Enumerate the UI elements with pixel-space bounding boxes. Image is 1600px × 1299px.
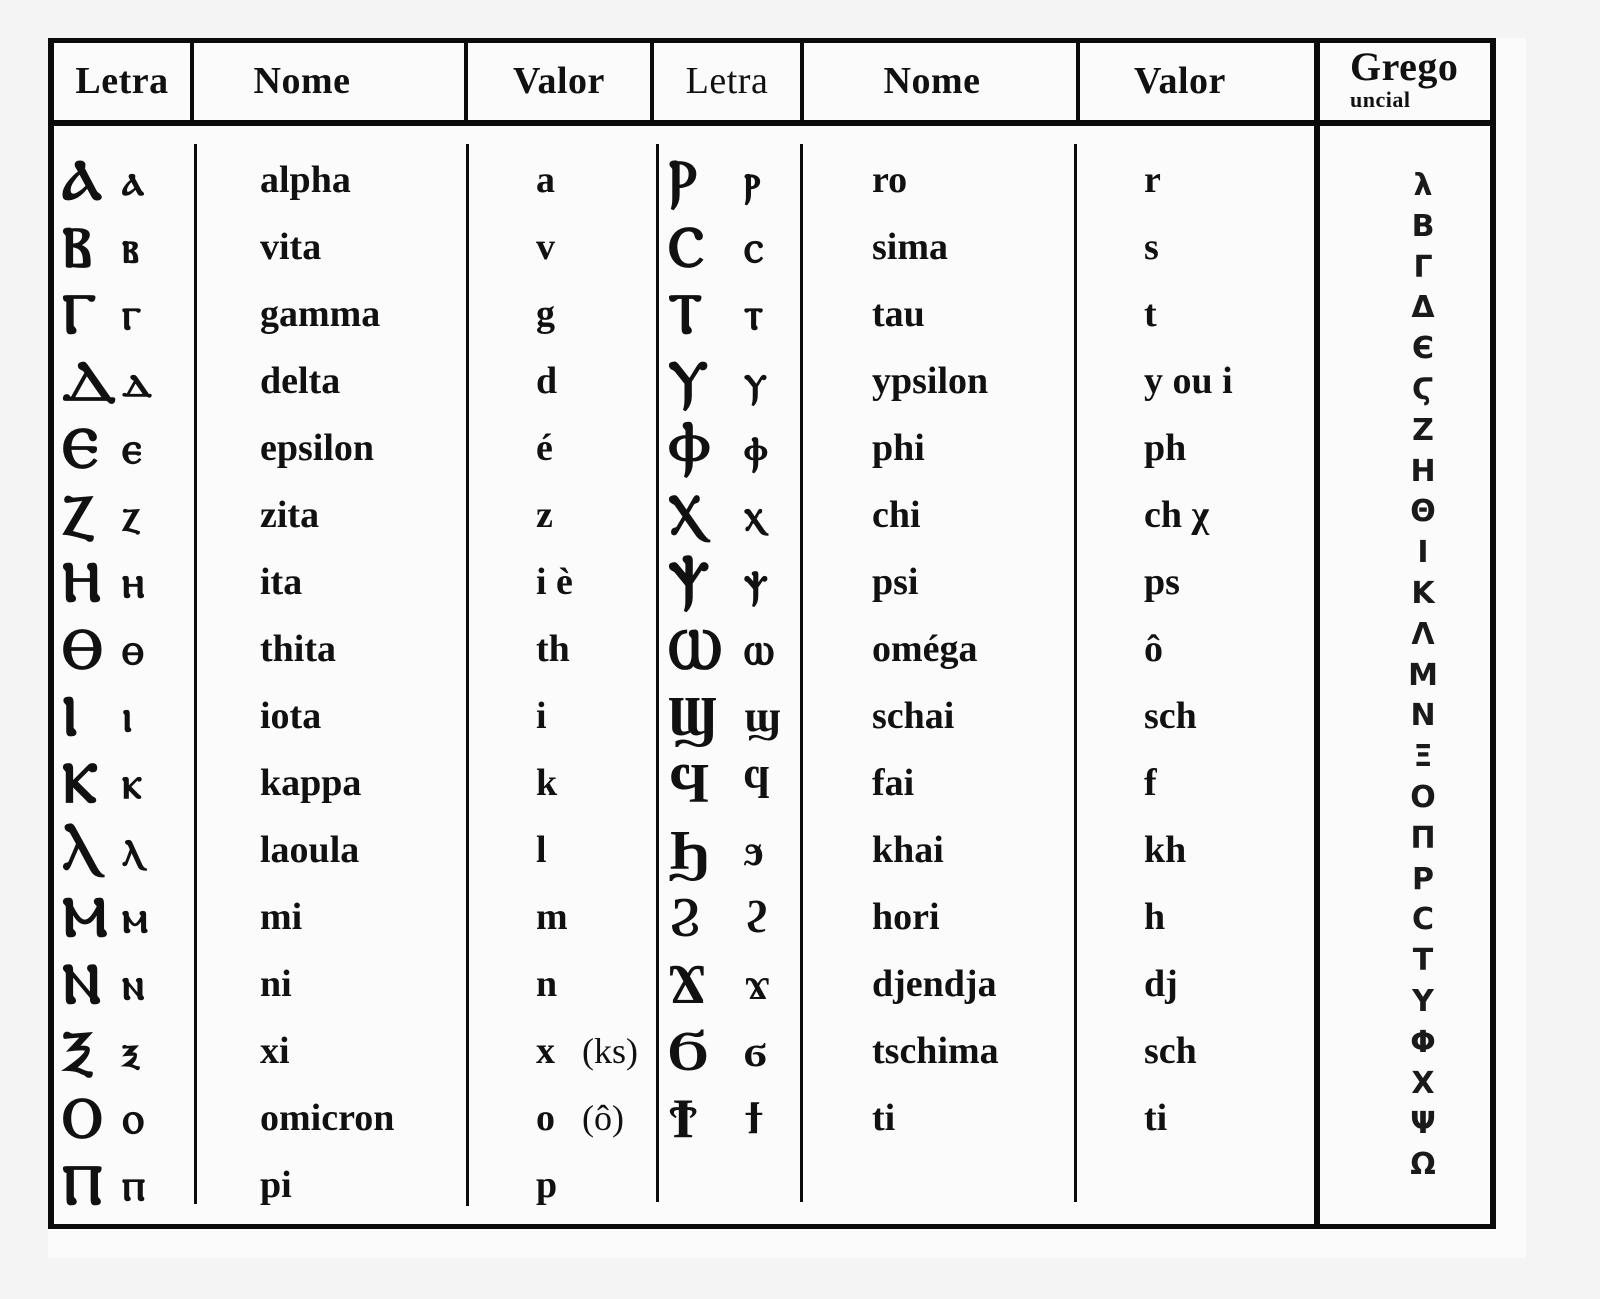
letter-uppercase: Ⲃ — [62, 213, 92, 280]
uncial-letter: Υ — [1412, 983, 1434, 1019]
letter-value: p — [536, 1164, 558, 1206]
letter-value: l — [536, 829, 547, 871]
letter-uppercase: Ⲥ — [668, 213, 705, 280]
letter-value: i — [536, 695, 547, 737]
letter-uppercase: Ⲡ — [62, 1151, 103, 1218]
letter-name: thita — [260, 628, 336, 670]
letter-value: ch χ — [1144, 494, 1210, 536]
table-row — [48, 816, 1318, 884]
letter-lowercase: ϫ — [744, 958, 771, 1010]
greek-uncial-column — [1320, 166, 1526, 1186]
letter-name: hori — [872, 896, 940, 938]
letter-lowercase: ⲗ — [122, 824, 143, 876]
letter-value: f — [1144, 762, 1157, 804]
header-letra-left: Letra — [75, 60, 169, 102]
table-row — [48, 213, 1318, 281]
letter-lowercase: ⲓ — [122, 690, 133, 742]
letter-uppercase: Ⲫ — [668, 414, 711, 481]
letter-uppercase: Ⲩ — [668, 347, 709, 414]
letter-name: oméga — [872, 628, 978, 670]
letter-lowercase: ϥ — [744, 757, 770, 809]
letter-name: ni — [260, 963, 292, 1005]
letter-name: laoula — [260, 829, 360, 871]
letter-name: ita — [260, 561, 303, 603]
letter-lowercase: ϯ — [744, 1092, 764, 1144]
letter-name: schai — [872, 695, 955, 737]
uncial-letter: Μ — [1408, 657, 1438, 693]
coptic-alphabet-table — [48, 38, 1526, 1258]
table-row — [48, 414, 1318, 482]
letter-name: fai — [872, 762, 915, 804]
letter-lowercase: ⲣ — [744, 154, 761, 206]
uncial-letter: Β — [1411, 208, 1435, 244]
letter-lowercase: ⲫ — [744, 422, 768, 474]
table-row — [48, 1017, 1318, 1085]
table-row — [48, 749, 1318, 817]
letter-uppercase: Ⲙ — [62, 883, 108, 950]
letter-uppercase: Ⲇ — [62, 347, 117, 414]
letter-uppercase: Ϯ — [668, 1085, 699, 1151]
letter-uppercase: Ϭ — [668, 1018, 709, 1084]
letter-lowercase: ⲱ — [744, 623, 774, 675]
uncial-letter: Τ — [1412, 943, 1434, 979]
letter-value: x — [536, 1030, 555, 1072]
letter-lowercase: ⲩ — [744, 355, 767, 407]
letter-lowercase: ⲏ — [122, 556, 145, 608]
letter-lowercase: ϭ — [744, 1025, 767, 1077]
letter-name: ro — [872, 159, 908, 201]
letter-lowercase: ⲡ — [122, 1159, 146, 1211]
header-grego: Grego — [1350, 44, 1459, 89]
uncial-letter: Θ — [1410, 494, 1436, 530]
letter-name: delta — [260, 360, 341, 402]
letter-value: ti — [1144, 1097, 1168, 1139]
header-nome-left: Nome — [253, 60, 351, 102]
letter-lowercase: ⲍ — [122, 489, 140, 541]
table-row — [48, 347, 1318, 415]
letter-name: sima — [872, 226, 948, 268]
letter-value: d — [536, 360, 558, 402]
letter-uppercase: Ϫ — [668, 951, 707, 1017]
letter-uppercase: Ⲕ — [62, 749, 98, 816]
uncial-letter: Ζ — [1412, 412, 1434, 448]
letter-uppercase: Ϧ — [668, 817, 710, 883]
letter-lowercase: ⲧ — [744, 288, 764, 340]
letter-value: o — [536, 1097, 555, 1139]
letter-lowercase: ⲥ — [744, 221, 764, 273]
letter-uppercase: Ϩ — [668, 884, 703, 950]
letter-name: mi — [260, 896, 303, 938]
letter-value: t — [1144, 293, 1157, 335]
letter-value: g — [536, 293, 555, 335]
letter-name: djendja — [872, 963, 997, 1005]
letter-name: iota — [260, 695, 322, 737]
letter-lowercase: ⲭ — [744, 489, 765, 541]
table-row — [48, 1151, 1318, 1219]
letter-value: h — [1144, 896, 1166, 938]
letter-value: dj — [1144, 963, 1178, 1005]
letter-uppercase: Ⲗ — [62, 816, 99, 883]
table-row — [48, 481, 1318, 549]
letter-uppercase: Ⲝ — [62, 1017, 93, 1084]
letter-value: a — [536, 159, 555, 201]
letter-value: sch — [1144, 1030, 1197, 1072]
letter-lowercase: ϩ — [744, 891, 770, 943]
uncial-letter: Ω — [1410, 1147, 1436, 1183]
uncial-letter: Є — [1411, 331, 1435, 367]
letter-value: m — [536, 896, 568, 938]
letter-uppercase: Ⲓ — [62, 682, 78, 749]
letter-name: phi — [872, 427, 925, 469]
letter-name: vita — [260, 226, 322, 268]
table-row — [48, 548, 1318, 616]
header-valor-right: Valor — [1134, 60, 1226, 102]
letter-uppercase: Ϥ — [668, 750, 709, 816]
letter-name: kappa — [260, 762, 362, 804]
letter-lowercase: ⲯ — [744, 556, 768, 608]
letter-value: y ou i — [1144, 360, 1233, 402]
letter-lowercase: ⲁ — [122, 154, 144, 206]
table-row — [48, 682, 1318, 750]
uncial-letter: Ρ — [1412, 861, 1434, 897]
table-row — [48, 146, 1318, 214]
letter-name: alpha — [260, 159, 351, 201]
letter-lowercase: ⲉ — [122, 422, 142, 474]
header-letra-right: Letra — [685, 60, 769, 102]
letter-lowercase: ϣ — [744, 690, 781, 742]
letter-lowercase: ⲃ — [122, 221, 139, 273]
letter-name: epsilon — [260, 427, 375, 469]
letter-uppercase: Ⲧ — [668, 280, 703, 347]
letter-name: gamma — [260, 293, 381, 335]
uncial-letter: Ν — [1410, 698, 1436, 734]
table-row — [48, 883, 1318, 951]
letter-name: tau — [872, 293, 925, 335]
table-row — [48, 1084, 1318, 1152]
letter-uppercase: Ⲯ — [668, 548, 710, 615]
letter-name: omicron — [260, 1097, 395, 1139]
letter-name: tschima — [872, 1030, 999, 1072]
letter-value: z — [536, 494, 553, 536]
letter-value: sch — [1144, 695, 1197, 737]
table-row — [48, 615, 1318, 683]
table-row — [48, 950, 1318, 1018]
letter-lowercase: ⲇ — [122, 355, 152, 407]
letter-name: ti — [872, 1097, 896, 1139]
letter-uppercase: Ⲱ — [668, 615, 722, 682]
letter-value: ps — [1144, 561, 1180, 603]
letter-uppercase: Ⲣ — [668, 146, 698, 213]
letter-name: zita — [260, 494, 320, 536]
letter-lowercase: ⲅ — [122, 288, 142, 340]
letter-value: k — [536, 762, 558, 804]
uncial-letter: Κ — [1411, 575, 1435, 611]
letter-lowercase: ⲝ — [122, 1025, 139, 1077]
uncial-letter: Π — [1410, 820, 1436, 856]
uncial-letter: λ — [1413, 168, 1433, 203]
letter-lowercase: ⲟ — [122, 1092, 144, 1144]
letter-name: xi — [260, 1030, 290, 1072]
header-grego-uncial — [1320, 38, 1490, 124]
letter-uppercase: Ⲍ — [62, 481, 95, 548]
outer-bottom-border — [48, 1224, 1496, 1229]
letter-value: é — [536, 427, 553, 469]
letter-uppercase: Ⲟ — [62, 1084, 103, 1151]
letter-value: th — [536, 628, 570, 670]
letter-uppercase: Ⲏ — [62, 548, 102, 615]
letter-lowercase: ⲕ — [122, 757, 143, 809]
uncial-letter: Ϛ — [1411, 371, 1435, 407]
uncial-letter: C — [1411, 902, 1435, 938]
uncial-letter: Δ — [1411, 290, 1435, 326]
header-nome-right: Nome — [883, 60, 981, 102]
letter-value: i è — [536, 561, 573, 603]
letter-uppercase: Ⲑ — [62, 615, 103, 682]
letter-lowercase: ϧ — [744, 824, 764, 876]
letter-name: pi — [260, 1164, 292, 1206]
letter-value: v — [536, 226, 555, 268]
letter-value: ô — [1144, 628, 1163, 670]
letter-uppercase: Ⲛ — [62, 950, 102, 1017]
letter-name: chi — [872, 494, 921, 536]
header-valor-left: Valor — [513, 60, 605, 102]
letter-lowercase: ⲑ — [122, 623, 144, 675]
uncial-letter: Λ — [1411, 616, 1435, 652]
uncial-letter: Ι — [1417, 535, 1429, 571]
uncial-letter: Χ — [1411, 1065, 1435, 1101]
uncial-letter: Γ — [1413, 249, 1433, 285]
letter-value: s — [1144, 226, 1159, 268]
uncial-letter: Φ — [1410, 1024, 1436, 1060]
table-row — [48, 280, 1318, 348]
letter-lowercase: ⲙ — [122, 891, 148, 943]
letter-uppercase: Ⲭ — [668, 481, 705, 548]
uncial-letter: Ξ — [1413, 739, 1433, 775]
letter-value: ph — [1144, 427, 1187, 469]
letter-value-note: (ô) — [582, 1098, 624, 1138]
uncial-letter: Η — [1410, 453, 1436, 489]
letter-uppercase: Ⲉ — [62, 414, 99, 481]
header-uncial: uncial — [1350, 87, 1411, 112]
letter-lowercase: ⲛ — [122, 958, 145, 1010]
uncial-letter: Ψ — [1410, 1106, 1436, 1142]
letter-name: ypsilon — [872, 360, 989, 402]
letter-uppercase: Ⲅ — [62, 280, 97, 347]
letter-uppercase: Ⲁ — [62, 146, 103, 213]
letter-name: psi — [872, 561, 919, 603]
letter-value: n — [536, 963, 558, 1005]
letter-value-note: (ks) — [582, 1031, 638, 1071]
letter-value: kh — [1144, 829, 1187, 871]
uncial-letter: Ο — [1410, 779, 1436, 815]
letter-value: r — [1144, 159, 1161, 201]
letter-name: khai — [872, 829, 944, 871]
letter-uppercase: Ϣ — [668, 683, 717, 749]
